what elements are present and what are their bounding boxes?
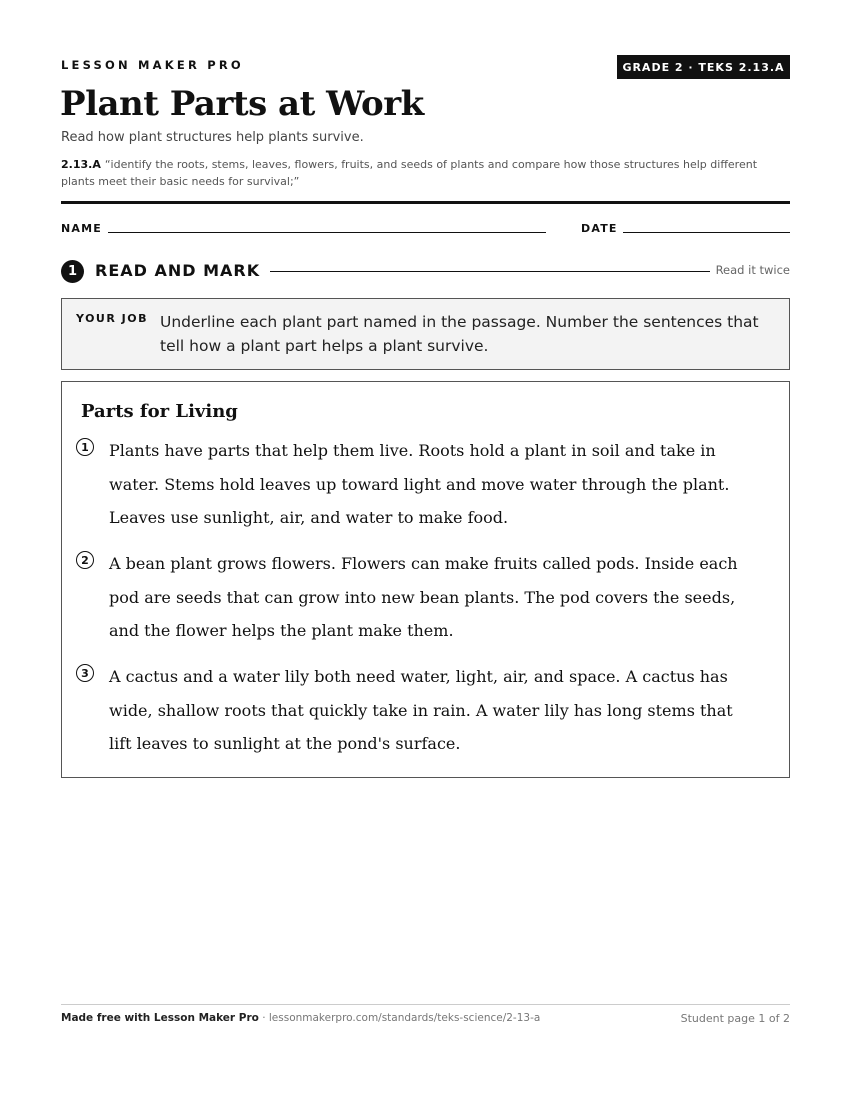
footer-page-number: Student page 1 of 2 <box>680 1012 790 1025</box>
brand-name: LESSON MAKER PRO <box>61 58 244 72</box>
standard-text: “identify the roots, stems, leaves, flowers, fruits, and seeds of plants and compare how those structures help different plants meet their basic needs for survival;” <box>61 158 758 188</box>
footer-url: · lessonmakerpro.com/standards/teks-science/2-13-a <box>258 1012 541 1024</box>
standard-code: 2.13.A <box>61 158 101 171</box>
reading-passage <box>61 381 790 778</box>
section-note: Read it twice <box>715 263 790 277</box>
paragraph-number: 3 <box>76 664 94 682</box>
footer-divider <box>61 1004 790 1005</box>
footer-made-with: Made free with Lesson Maker Pro <box>61 1012 259 1024</box>
page-title: Plant Parts at Work <box>60 84 424 124</box>
paragraph-text: A cactus and a water lily both need water, light, air, and space. A cactus has wide, shallow roots that quickly take in rain. A water lily has long stems that lift leaves to sunlight at the pond's surface. <box>109 667 733 754</box>
grade-badge: GRADE 2 · TEKS 2.13.A <box>617 55 790 79</box>
paragraph-text: Plants have parts that help them live. Roots hold a plant in soil and take in water. Stems hold leaves up toward light and move water through the plant. Leaves use sunlight, air, and water to make food. <box>109 441 730 528</box>
header-divider <box>61 201 790 204</box>
job-box <box>61 298 790 370</box>
name-label: NAME <box>61 222 102 235</box>
footer-credit <box>61 1012 540 1024</box>
page-subtitle: Read how plant structures help plants survive. <box>61 130 364 145</box>
paragraph-text: A bean plant grows flowers. Flowers can make fruits called pods. Inside each pod are seeds that can grow into new bean plants. The pod covers the seeds, and the flower helps the plant make them. <box>109 554 738 641</box>
section-title: READ AND MARK <box>95 261 261 280</box>
section-divider <box>270 271 710 272</box>
paragraph-number: 2 <box>76 551 94 569</box>
passage-title: Parts for Living <box>81 401 238 422</box>
job-instructions: Underline each plant part named in the passage. Number the sentences that tell how a plant part helps a plant survive. <box>160 313 759 355</box>
job-label: YOUR JOB <box>76 312 148 325</box>
name-field[interactable] <box>108 232 546 233</box>
date-label: DATE <box>581 222 618 235</box>
standard-statement <box>61 156 781 190</box>
paragraph-number: 1 <box>76 438 94 456</box>
section-number: 1 <box>61 260 84 283</box>
date-field[interactable] <box>623 232 790 233</box>
